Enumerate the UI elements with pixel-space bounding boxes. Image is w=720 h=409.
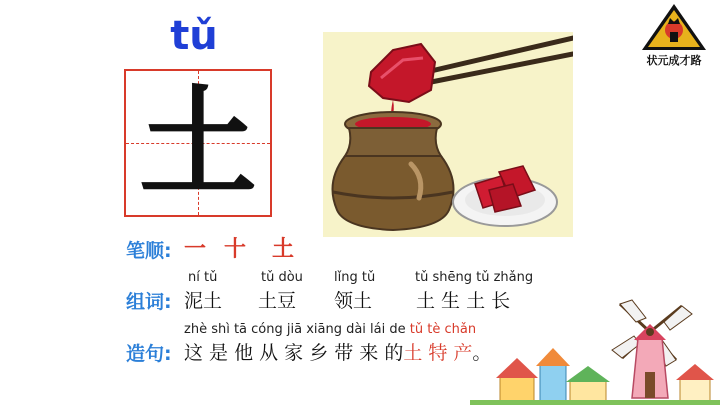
tofu-piece-held <box>369 44 435 102</box>
word-hanzi-3: 领土 <box>334 290 373 312</box>
word-hanzi-2: 土豆 <box>258 290 297 312</box>
stroke-1: 一 <box>184 237 207 262</box>
word-pinyin-2: tǔ dòu <box>261 270 303 285</box>
character-grid <box>124 69 272 217</box>
illustration-svg <box>323 32 573 237</box>
sentence-colon: : <box>164 343 172 365</box>
logo-text: 状元成才路 <box>646 54 702 67</box>
word-hanzi-4: 土 生 土 长 <box>416 290 511 312</box>
sentence-text <box>184 341 491 365</box>
sentence-pinyin <box>184 322 476 338</box>
word-pinyin-3: lǐng tǔ <box>334 270 376 285</box>
town-decoration <box>470 298 720 405</box>
logo-emblem-icon <box>630 2 718 54</box>
sentence-end-mark: 。 <box>472 342 492 364</box>
fermented-tofu-illustration <box>323 32 573 237</box>
word-pinyin-1: ní tǔ <box>188 270 218 285</box>
word-pinyin-4: tǔ shēng tǔ zhǎng <box>415 270 534 285</box>
word-hanzi-1: 泥土 <box>184 290 223 312</box>
character-pinyin: tǔ <box>170 13 218 59</box>
sentence-text-highlight: 土 特 产 <box>403 342 473 364</box>
stroke-order-label <box>126 239 172 263</box>
sentence-pinyin-plain: zhè shì tā cóng jiā xiāng dài lái de <box>184 322 406 337</box>
jar-body <box>333 156 454 230</box>
sentence-pinyin-highlight: tǔ tè chǎn <box>409 322 477 337</box>
stroke-order-label-text: 笔顺 <box>126 240 165 262</box>
sentence-label-text: 造句 <box>126 343 165 365</box>
windmill-town-icon <box>470 298 720 405</box>
sentence-text-plain: 这 是 他 从 家 乡 带 来 的 <box>184 342 404 364</box>
word-group-colon: : <box>164 291 172 313</box>
stroke-order-colon: : <box>164 240 172 262</box>
stroke-2: 十 <box>224 237 247 262</box>
brand-logo <box>630 2 718 78</box>
jar-neck <box>345 128 441 156</box>
main-character: 土 <box>138 74 257 212</box>
word-group-label-text: 组词 <box>126 291 165 313</box>
word-group-label <box>126 290 172 314</box>
sentence-label <box>126 342 172 366</box>
stroke-3: 土 <box>272 237 295 262</box>
